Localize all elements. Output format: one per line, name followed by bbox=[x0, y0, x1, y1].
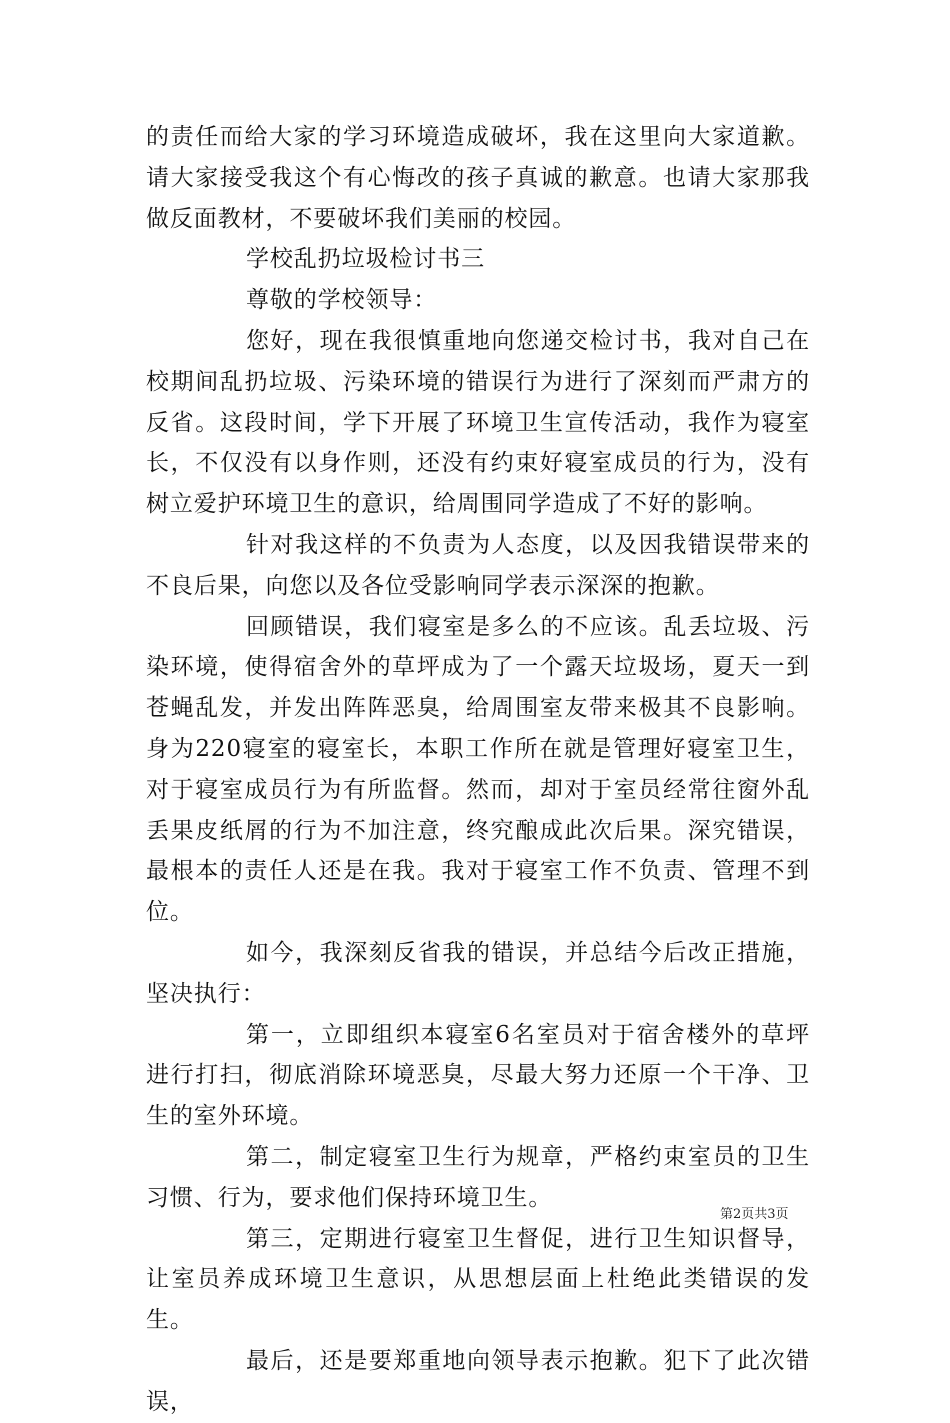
document-body bbox=[146, 117, 810, 1423]
paragraph-apology-continuation: 的责任而给大家的学习环境造成破坏，我在这里向大家道歉。请大家接受我这个有心悔改的孩子真诚的歉意。也请大家那我做反面教材，不要破坏我们美丽的校园。 bbox=[146, 124, 810, 232]
paragraph-measure-three: 第三，定期进行寝室卫生督促，进行卫生知识督导，让室员养成环境卫生意识，从思想层面上杜绝此类错误的发生。 bbox=[146, 1225, 810, 1334]
paragraph-measure-one: 第一，立即组织本寝室6名室员对于宿舍楼外的草坪进行打扫，彻底消除环境恶臭，尽最大努力还原一个干净、卫生的室外环境。 bbox=[146, 1021, 810, 1130]
paragraph-introduction: 您好，现在我很慎重地向您递交检讨书，我对自己在校期间乱扔垃圾、污染环境的错误行为进行了深刻而严肃方的反省。这段时间，学下开展了环境卫生宣传活动，我作为寝室长，不仅没有以身作则，还没有约束好寝室成员的行为，没有树立爱护环境卫生的意识，给周围同学造成了不好的影响。 bbox=[146, 327, 810, 518]
paragraph-measures-intro: 如今，我深刻反省我的错误，并总结今后改正措施，坚决执行： bbox=[146, 939, 810, 1007]
salutation: 尊敬的学校领导： bbox=[246, 287, 438, 314]
paragraph-measure-two: 第二，制定寝室卫生行为规章，严格约束室员的卫生习惯、行为，要求他们保持环境卫生。 bbox=[146, 1143, 810, 1211]
paragraph-closing: 最后，还是要郑重地向领导表示抱歉。犯下了此次错误， bbox=[146, 1347, 810, 1415]
page-number: 第2页共3页 bbox=[720, 1207, 789, 1222]
section-heading: 学校乱扔垃圾检讨书三 bbox=[246, 246, 485, 273]
paragraph-responsibility: 针对我这样的不负责为人态度，以及因我错误带来的不良后果，向您以及各位受影响同学表示深深的抱歉。 bbox=[146, 531, 810, 599]
paragraph-review: 回顾错误，我们寝室是多么的不应该。乱丢垃圾、污染环境，使得宿舍外的草坪成为了一个露天垃圾场，夏天一到苍蝇乱发，并发出阵阵恶臭，给周围室友带来极其不良影响。身为220寝室的寝室长，本职工作所在就是管理好寝室卫生，对于寝室成员行为有所监督。然而，却对于室员经常往窗外乱丢果皮纸屑的行为不加注意，终究酿成此次后果。深究错误，最根本的责任人还是在我。我对于寝室工作不负责、管理不到位。 bbox=[146, 613, 810, 926]
